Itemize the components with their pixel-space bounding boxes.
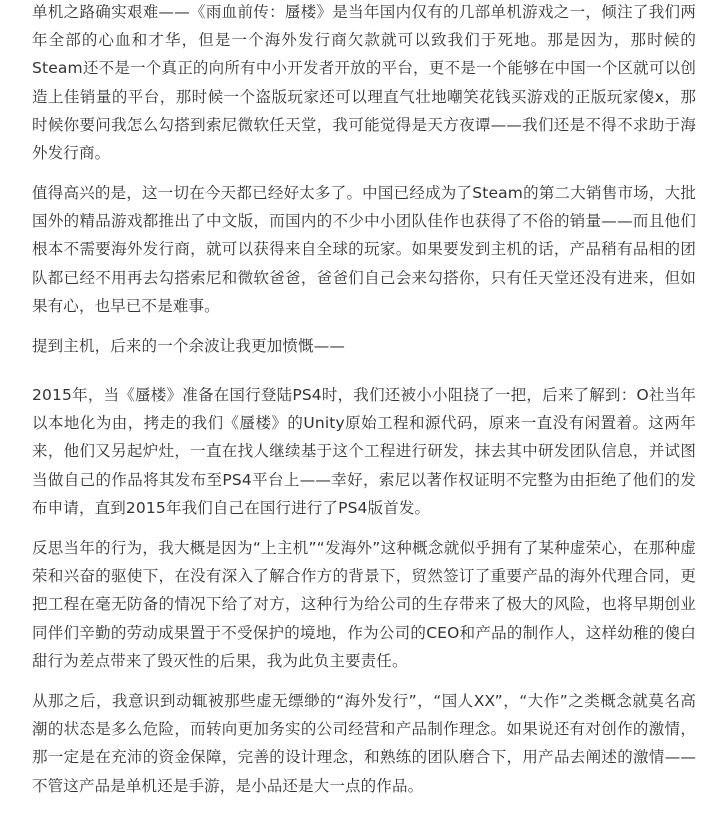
paragraph-3: 提到主机，后来的一个余波让我更加愤慨—— <box>32 337 346 355</box>
paragraph-1: 单机之路确实艰难——《雨血前传：蜃楼》是当年国内仅有的几部单机游戏之一，倾注了我们两年全部的心血和才华，但是一个海外发行商欠款就可以致我们于死地。那是因为，那时候的Steam还不是一个真正的向所有中小开发者开放的平台，更不是一个能够在中国一个区就可以创造上佳销量的平台，那时候一个盗版玩家还可以理直气壮地嘲笑花钱买游戏的正版玩家傻x，那时候你要问我怎么勾搭到索尼微软任天堂，我可能觉得是天方夜谭——我们还是不得不求助于海外发行商。 <box>32 3 696 163</box>
paragraph-6: 从那之后，我意识到动辄被那些虚无缥缈的“海外发行”，“国人XX”，“大作”之类概念就莫名高潮的状态是多么危险，而转向更加务实的公司经营和产品制作理念。如果说还有对创作的激情，那一定是在充沛的资金保障，完善的设计理念，和熟练的团队磨合下，用产品去阐述的激情——不管这产品是单机还是手游，是小品还是大一点的作品。 <box>32 692 696 795</box>
paragraph-5: 反思当年的行为，我大概是因为“上主机”“发海外”这种概念就似乎拥有了某种虚荣心，在那种虚荣和兴奋的驱使下，在没有深入了解合作方的背景下，贸然签订了重要产品的海外代理合同，更把工程在毫无防备的情况下给了对方，这种行为给公司的生存带来了极大的风险，也将早期创业同伴们辛勤的劳动成果置于不受保护的境地，作为公司的CEO和产品的制作人，这样幼稚的傻白甜行为差点带来了毁灭性的后果，我为此负主要责任。 <box>32 539 696 670</box>
paragraph-4: 2015年，当《蜃楼》准备在国行登陆PS4时，我们还被小小阻挠了一把，后来了解到：O社当年以本地化为由，拷走的我们《蜃楼》的Unity原始工程和源代码，原来一直没有闲置着。这两年来，他们又另起炉灶，一直在找人继续基于这个工程进行研发，抹去其中研发团队信息，并试图当做自己的作品将其发布至PS4平台上——幸好，索尼以著作权证明不完整为由拒绝了他们的发布申请，直到2015年我们自己在国行进行了PS4版首发。 <box>32 386 696 517</box>
paragraph-2: 值得高兴的是，这一切在今天都已经好太多了。中国已经成为了Steam的第二大销售市场，大批国外的精品游戏都推出了中文版，而国内的不少中小团队佳作也获得了不俗的销量——而且他们根本不需要海外发行商，就可以获得来自全球的玩家。如果要发到主机的话，产品稍有品相的团队都已经不用再去勾搭索尼和微软爸爸，爸爸们自己会来勾搭你，只有任天堂还没有进来，但如果有心，也早已不是难事。 <box>32 184 696 315</box>
